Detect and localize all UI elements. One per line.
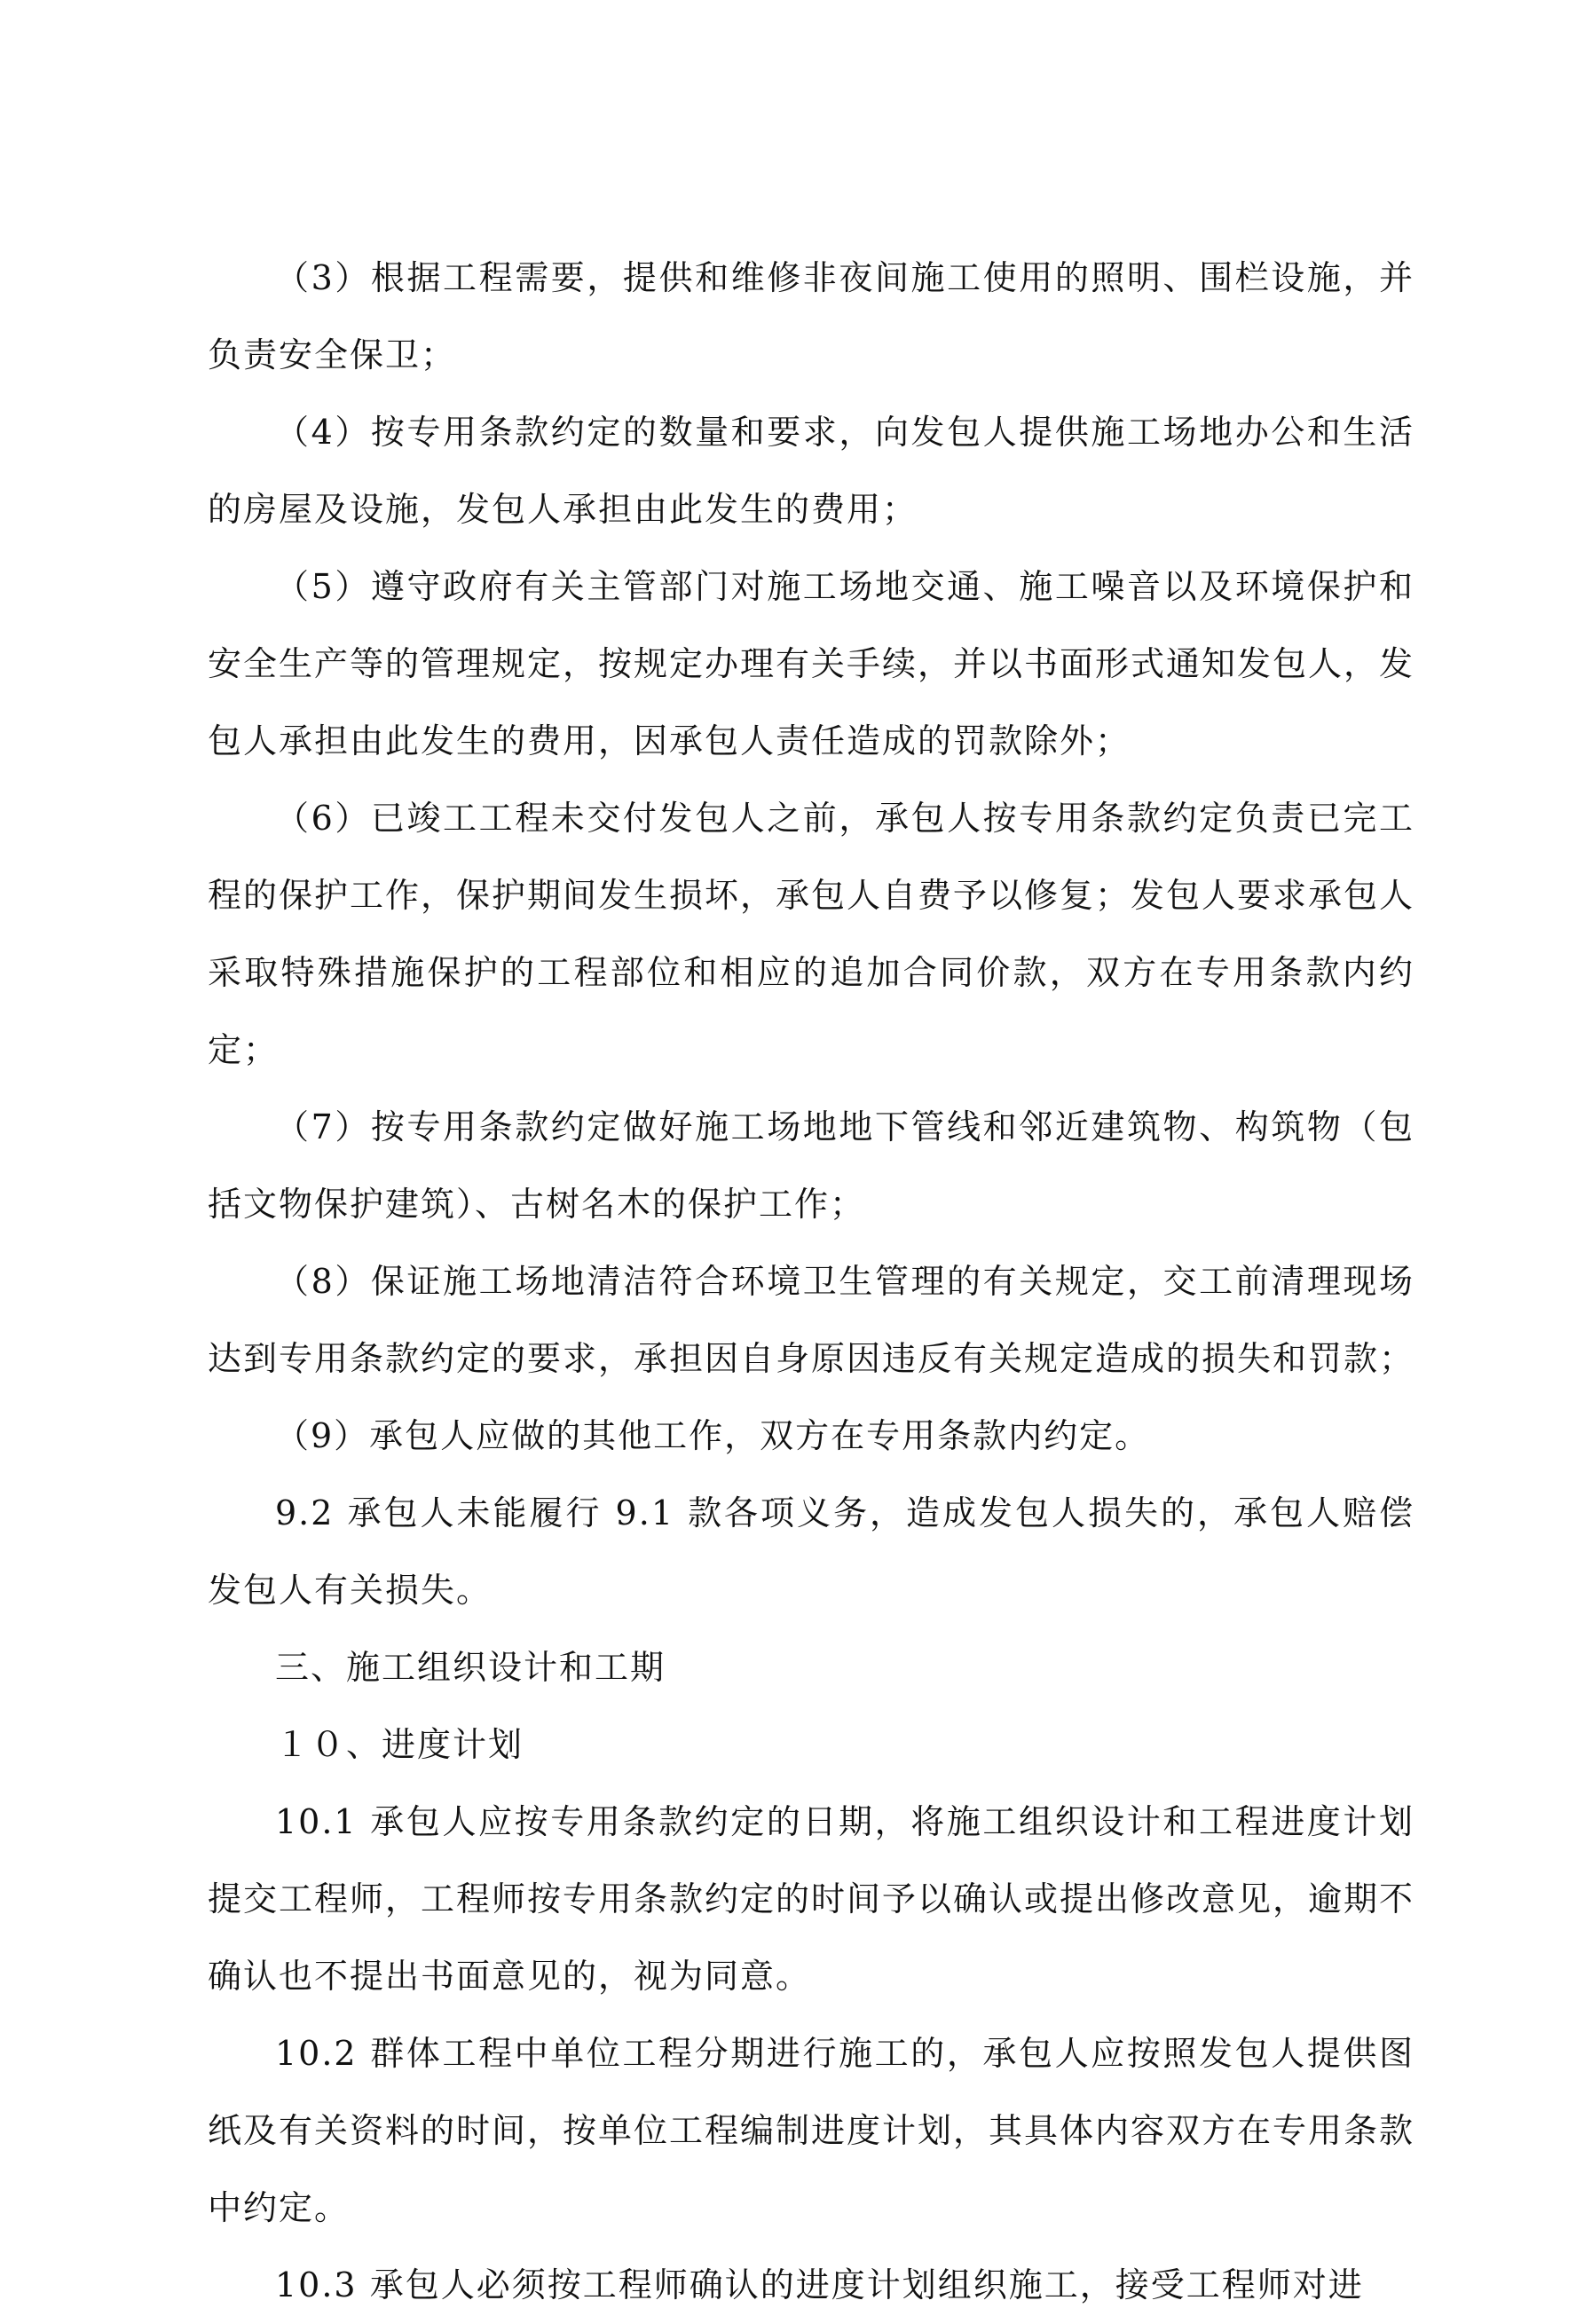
item-7: （7）按专用条款约定做好施工场地地下管线和邻近建筑物、构筑物（包括文物保护建筑）、古树名木的保护工作；: [208, 1107, 1415, 1224]
clause-10-3: 10.3 承包人必须按工程师确认的进度计划组织施工，接受工程师对进: [275, 2265, 1364, 2304]
item-3: （3）根据工程需要，提供和维修非夜间施工使用的照明、围栏设施，并负责安全保卫；: [208, 258, 1415, 374]
section-heading: 三、施工组织设计和工期: [275, 1648, 666, 1687]
item-9: （9）承包人应做的其他工作，双方在专用条款内约定。: [275, 1416, 1151, 1455]
item-8: （8）保证施工场地清洁符合环境卫生管理的有关规定，交工前清理现场达到专用条款约定的要求，承担因自身原因违反有关规定造成的损失和罚款；: [208, 1262, 1415, 1378]
subsection-heading: １０、进度计划: [275, 1725, 524, 1764]
clause-9-2: 9.2 承包人未能履行 9.1 款各项义务，造成发包人损失的，承包人赔偿发包人有关损失。: [208, 1493, 1415, 1610]
clause-10-1: 10.1 承包人应按专用条款约定的日期，将施工组织设计和工程进度计划提交工程师，工程师按专用条款约定的时间予以确认或提出修改意见，逾期不确认也不提出书面意见的，视为同意。: [208, 1802, 1415, 1996]
item-5: （5）遵守政府有关主管部门对施工场地交通、施工噪音以及环境保护和安全生产等的管理规定，按规定办理有关手续，并以书面形式通知发包人，发包人承担由此发生的费用，因承包人责任造成的罚款除外；: [208, 567, 1415, 760]
item-6: （6）已竣工工程未交付发包人之前，承包人按专用条款约定负责已完工程的保护工作，保护期间发生损坏，承包人自费予以修复；发包人要求承包人采取特殊措施保护的工程部位和相应的追加合同价款，双方在专用条款内约定；: [208, 799, 1415, 1069]
clause-10-2: 10.2 群体工程中单位工程分期进行施工的，承包人应按照发包人提供图纸及有关资料的时间，按单位工程编制进度计划，其具体内容双方在专用条款中约定。: [208, 2034, 1415, 2227]
item-4: （4）按专用条款约定的数量和要求，向发包人提供施工场地办公和生活的房屋及设施，发包人承担由此发生的费用；: [208, 413, 1415, 529]
document-body: [208, 240, 1415, 2324]
